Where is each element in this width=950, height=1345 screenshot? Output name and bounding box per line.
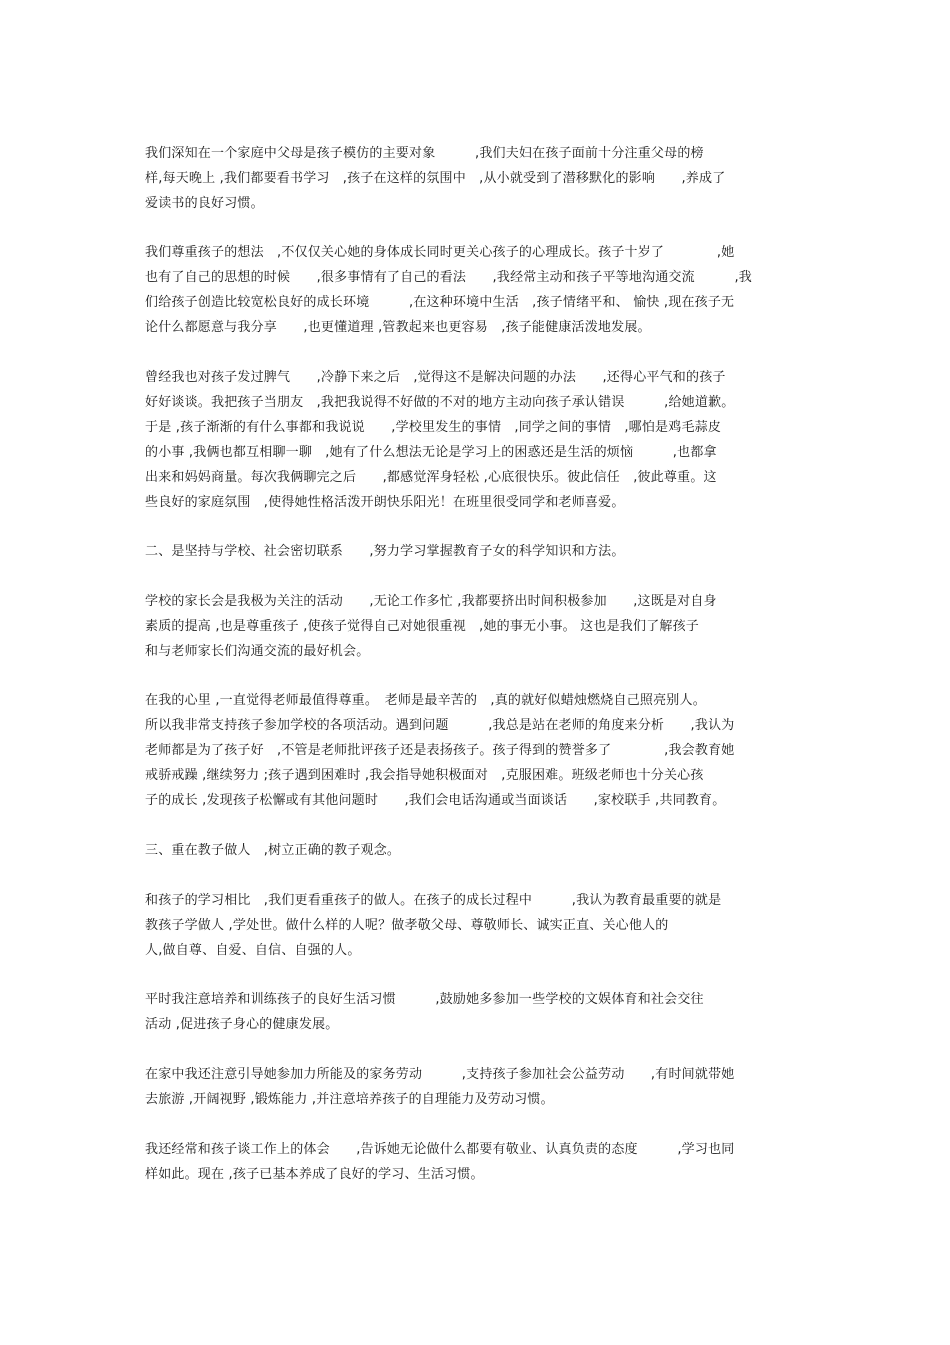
text-line: 论什么都愿意与我分享 ,也更懂道理 ,管教起来也更容易 ,孩子能健康活泼地发展。 — [145, 320, 651, 335]
text-line: 和孩子的学习相比 ,我们更看重孩子的做人。在孩子的成长过程中 ,我认为教育最重要的就是 — [145, 893, 722, 908]
heading-line: 三、重在教子做人 ,树立正确的教子观念。 — [145, 843, 401, 858]
text-line: 学校的家长会是我极为关注的活动 ,无论工作多忙 ,我都要挤出时间积极参加 ,这既是对自身 — [145, 594, 717, 609]
text-line: 我们深知在一个家庭中父母是孩子模仿的主要对象 ,我们夫妇在孩子面前十分注重父母的榜 — [145, 146, 704, 161]
text-line: 们给孩子创造比较宽松良好的成长环境 ,在这种环境中生活 ,孩子情绪平和、 愉快 ,现在孩子无 — [145, 295, 735, 310]
text-line: 样如此。现在 ,孩子已基本养成了良好的学习、生活习惯。 — [145, 1167, 484, 1182]
text-line: 爱读书的良好习惯。 — [145, 196, 264, 211]
text-line: 活动 ,促进孩子身心的健康发展。 — [145, 1017, 339, 1032]
text-line: 些良好的家庭氛围 ,使得她性格活泼开朗快乐阳光！在班里很受同学和老师喜爱。 — [145, 495, 625, 510]
text-line: 在我的心里 ,一直觉得老师最值得尊重。 老师是最辛苦的 ,真的就好似蜡烛燃烧自己照亮别人。 — [145, 693, 706, 708]
text-line: 于是 ,孩子渐渐的有什么事都和我说说 ,学校里发生的事情 ,同学之间的事情 ,哪怕是鸡毛蒜皮 — [145, 420, 722, 435]
text-line: 人,做自尊、自爱、自信、自强的人。 — [145, 943, 361, 958]
text-line: 在家中我还注意引导她参加力所能及的家务劳动 ,支持孩子参加社会公益劳动 ,有时间就带她 — [145, 1067, 735, 1082]
text-line: 样,每天晚上 ,我们都要看书学习 ,孩子在这样的氛围中 ,从小就受到了潜移默化的影响 ,养成了 — [145, 171, 726, 186]
text-line: 戒骄戒躁 ,继续努力 ;孩子遇到困难时 ,我会指导她积极面对 ,克服困难。班级老师也十分关心孩 — [145, 768, 704, 783]
text-line: 老师都是为了孩子好 ,不管是老师批评孩子还是表扬孩子。孩子得到的赞誉多了 ,我会教育她 — [145, 743, 735, 758]
text-line: 和与老师家长们沟通交流的最好机会。 — [145, 644, 370, 659]
text-line: 曾经我也对孩子发过脾气 ,冷静下来之后 ,觉得这不是解决问题的办法 ,还得心平气和的孩子 — [145, 370, 726, 385]
heading-line: 二、是坚持与学校、社会密切联系 ,努力学习掌握教育子女的科学知识和方法。 — [145, 544, 625, 559]
text-line: 平时我注意培养和训练孩子的良好生活习惯 ,鼓励她多参加一些学校的文娱体育和社会交往 — [145, 992, 704, 1007]
text-line: 我还经常和孩子谈工作上的体会 ,告诉她无论做什么都要有敬业、认真负责的态度 ,学习也同 — [145, 1142, 735, 1157]
text-line: 我们尊重孩子的想法 ,不仅仅关心她的身体成长同时更关心孩子的心理成长。孩子十岁了 ,她 — [145, 245, 735, 260]
text-line: 子的成长 ,发现孩子松懈或有其他问题时 ,我们会电话沟通或当面谈话 ,家校联手 ,共同教育。 — [145, 793, 726, 808]
text-line: 也有了自己的思想的时候 ,很多事情有了自己的看法 ,我经常主动和孩子平等地沟通交流 ,我 — [145, 270, 752, 285]
text-line: 素质的提高 ,也是尊重孩子 ,使孩子觉得自己对她很重视 ,她的事无小事。 这也是我们了解孩子 — [145, 619, 699, 634]
text-line: 出来和妈妈商量。每次我俩聊完之后 ,都感觉浑身轻松 ,心底很快乐。彼此信任 ,彼此尊重。这 — [145, 470, 717, 485]
text-line: 所以我非常支持孩子参加学校的各项活动。遇到问题 ,我总是站在老师的角度来分析 ,我认为 — [145, 718, 735, 733]
text-line: 去旅游 ,开阔视野 ,锻炼能力 ,并注意培养孩子的自理能力及劳动习惯。 — [145, 1092, 554, 1107]
text-line: 好好谈谈。我把孩子当朋友 ,我把我说得不好做的不对的地方主动向孩子承认错误 ,给她道歉。 — [145, 395, 735, 410]
text-line: 教孩子学做人 ,学处世。做什么样的人呢？做孝敬父母、尊敬师长、诚实正直、关心他人的 — [145, 918, 669, 933]
text-line: 的小事 ,我俩也都互相聊一聊 ,她有了什么想法无论是学习上的困惑还是生活的烦恼 ,也都拿 — [145, 445, 717, 460]
